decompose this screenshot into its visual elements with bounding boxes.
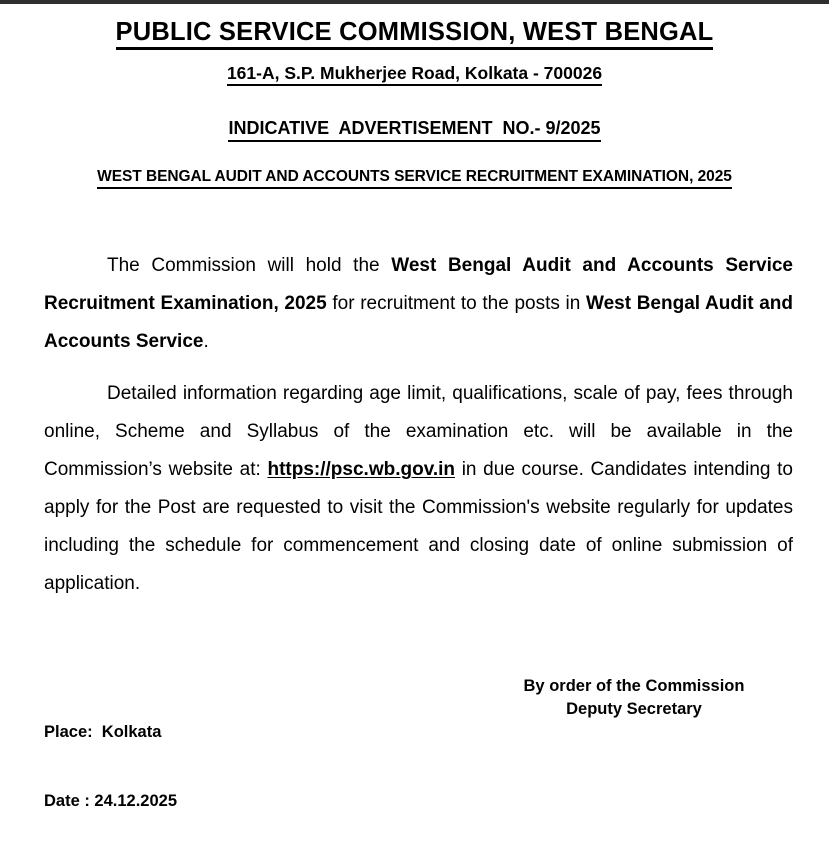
paragraph-announcement-part2: for recruitment to the posts in (326, 293, 586, 315)
designation-line: Deputy Secretary (566, 700, 702, 718)
document-page (0, 4, 829, 810)
examination-name-text: WEST BENGAL AUDIT AND ACCOUNTS SERVICE RECRUITMENT EXAMINATION, 2025 (97, 168, 732, 189)
document-header (0, 4, 829, 185)
footer-place-date (44, 675, 177, 859)
place-line: Place: Kolkata (44, 723, 162, 741)
commission-website-link[interactable]: https://psc.wb.gov.in (267, 459, 456, 481)
document-footer (0, 675, 829, 810)
paragraph-announcement-part1: The Commission will hold the (107, 255, 392, 277)
advertisement-number (0, 83, 829, 139)
paragraph-details-part2: in due course. Candidates intending to apply for the Post are requested to visit the Commission's website regularly for updates including the schedule for commencement and closing date of online submission of application. (44, 459, 793, 595)
examination-name (0, 139, 829, 185)
footer-signature (478, 675, 790, 721)
document-body (44, 185, 793, 603)
by-order-line: By order of the Commission (523, 677, 745, 695)
commission-address (0, 46, 829, 83)
advertisement-number-text: INDICATIVE ADVERTISEMENT NO.- 9/2025 (228, 118, 600, 142)
paragraph-announcement (44, 247, 793, 361)
page-title (0, 18, 829, 46)
paragraph-announcement-part3: . (203, 331, 209, 353)
date-line: Date : 24.12.2025 (44, 792, 178, 810)
paragraph-details (44, 375, 793, 603)
page-title-text: PUBLIC SERVICE COMMISSION, WEST BENGAL (116, 18, 714, 50)
commission-address-text: 161-A, S.P. Mukherjee Road, Kolkata - 700026 (227, 63, 602, 86)
paragraph-details-part1: Detailed information regarding age limit, qualifications, scale of pay, fees through online, Scheme and Syllabus of the examination etc. will be available in the Commission’s website at: (44, 383, 793, 481)
service-name-bold: West Bengal Audit and Accounts Service (44, 293, 793, 353)
exam-name-bold: West Bengal Audit and Accounts Service Recruitment Examination, 2025 (44, 255, 793, 315)
